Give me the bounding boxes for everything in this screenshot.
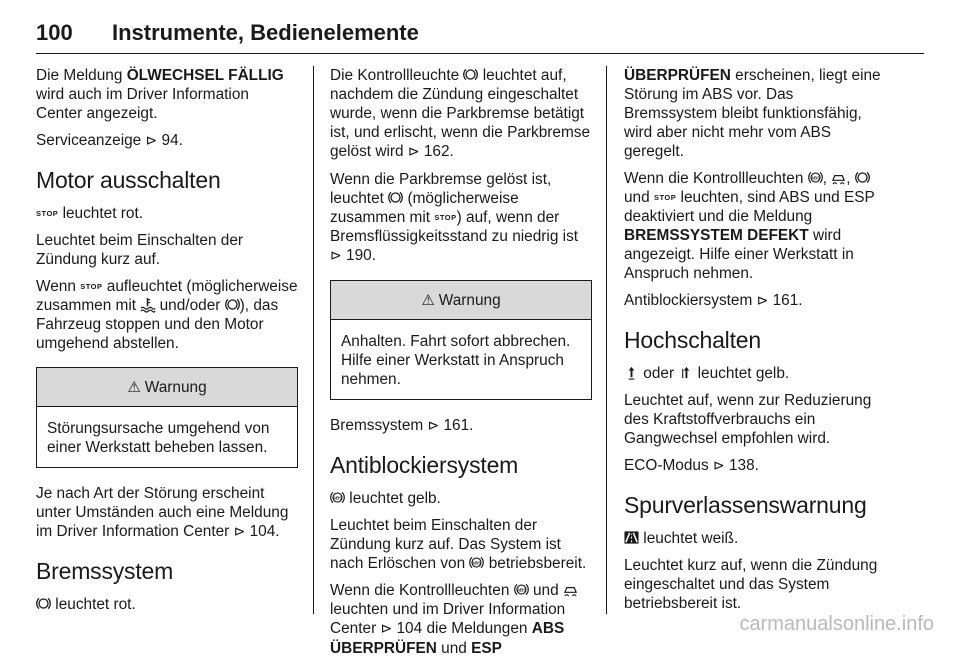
warning-box xyxy=(36,367,298,468)
warning-icon: ⚠ xyxy=(421,291,435,309)
warning-box xyxy=(330,280,592,400)
paragraph: ABS leuchtet gelb. xyxy=(330,489,592,508)
paragraph: Antiblockiersystem ⊳ 161. xyxy=(624,292,803,309)
paragraph: Wenn STOP aufleuchtet (möglicherweise zusammen mit und/oder ), das Fahrzeug stoppen und den Motor umgehend abstellen. xyxy=(36,278,298,352)
paragraph: Die Kontrollleuchte leuchtet auf, nachdem die Zündung eingeschaltet wurde, wenn die Parkbremse betätigt ist, und erlischt, wenn die Parkbremse gelöst wird ⊳ 162. xyxy=(330,67,591,160)
page-reference-arrow-icon: ⊳ xyxy=(712,458,725,474)
lane-departure-icon xyxy=(624,530,639,545)
coolant-temperature-icon xyxy=(140,297,155,312)
stop-icon: STOP xyxy=(80,282,103,291)
abs-icon xyxy=(330,490,345,505)
page-reference-link[interactable]: 104. xyxy=(249,523,280,540)
abs-icon xyxy=(808,170,823,185)
brake-system-icon xyxy=(388,190,403,205)
brake-system-icon xyxy=(855,170,870,185)
watermark: carmanualsonline.info xyxy=(739,613,934,635)
paragraph: Die Meldung ÖLWECHSEL FÄLLIG wird auch im Driver Information Center angezeigt. xyxy=(36,67,284,122)
column-divider xyxy=(606,66,607,614)
paragraph: Wenn die Kontrollleuchten ABS und leuchten und im Driver Information Center ⊳ 104 die Meldungen ABS ÜBERPRÜFEN und ESP xyxy=(330,581,592,658)
stop-icon: STOP xyxy=(434,213,457,222)
paragraph: leuchtet rot. xyxy=(36,595,298,614)
upshift-double-arrow-icon xyxy=(678,365,693,380)
paragraph: oder leuchtet gelb. xyxy=(624,364,888,383)
paragraph: Wenn die Parkbremse gelöst ist, leuchtet (möglicherweise zusammen mit STOP) auf, wenn der Bremsflüssigkeitsstand zu niedrig ist ⊳ 190. xyxy=(330,171,579,264)
paragraph: Je nach Art der Störung erscheint unter Umständen auch eine Meldung im Driver Information Center ⊳ 104. xyxy=(36,485,289,540)
paragraph: ECO-Modus ⊳ 138. xyxy=(624,457,759,474)
paragraph: Serviceanzeige ⊳ 94. xyxy=(36,132,183,149)
page-reference-link[interactable]: 161. xyxy=(772,292,803,309)
brake-system-icon xyxy=(463,67,478,82)
page-reference-link[interactable]: 94. xyxy=(161,132,183,149)
paragraph: Wenn die Kontrollleuchten ABS , , und STOP leuchten, sind ABS und ESP deaktiviert und die Meldung BREMSSYSTEM DEFEKT wird angezeigt. Hilfe einer Werkstatt in Anspruch nehmen. xyxy=(624,170,875,282)
message-text: ESP xyxy=(471,640,502,657)
page-reference-link[interactable]: 104 xyxy=(396,620,423,637)
esp-skidding-car-icon xyxy=(831,170,846,185)
svg-text:ABS: ABS xyxy=(516,587,526,593)
warning-text: Anhalten. Fahrt sofort abbrechen. Hilfe einer Werkstatt in Anspruch nehmen. xyxy=(341,333,571,388)
svg-text:ABS: ABS xyxy=(332,495,343,501)
message-text: ABS ÜBERPRÜFEN xyxy=(330,620,565,657)
section-heading-abs: Antiblockiersystem xyxy=(330,452,519,478)
page-reference-link[interactable]: 162. xyxy=(423,143,454,160)
page-header xyxy=(36,14,924,54)
page-reference-arrow-icon: ⊳ xyxy=(407,144,420,160)
abs-icon xyxy=(469,555,484,570)
page-reference-arrow-icon: ⊳ xyxy=(427,418,440,434)
page-reference-arrow-icon: ⊳ xyxy=(233,524,246,540)
page-reference-arrow-icon: ⊳ xyxy=(380,621,393,637)
svg-text:ABS: ABS xyxy=(810,175,820,181)
chapter-title: Instrumente, Bedienelemente xyxy=(112,20,419,45)
page-reference-arrow-icon: ⊳ xyxy=(330,248,342,264)
message-text: ÖLWECHSEL FÄLLIG xyxy=(126,67,284,84)
abs-icon xyxy=(514,582,529,597)
page-reference-link[interactable]: 138. xyxy=(728,457,759,474)
column-divider xyxy=(313,66,314,614)
section-heading-spurverlassenswarnung: Spurverlassenswarnung xyxy=(624,492,867,518)
paragraph: Leuchtet auf, wenn zur Reduzierung des Kraftstoffverbrauchs ein Gangwechsel empfohlen wird. xyxy=(624,392,872,447)
column-1 xyxy=(36,66,298,622)
message-text: ÜBERPRÜFEN xyxy=(624,67,731,84)
page-number: 100 xyxy=(36,20,73,45)
warning-icon: ⚠ xyxy=(127,378,141,396)
stop-icon: STOP xyxy=(36,209,59,218)
warning-header: ⚠ Warnung xyxy=(331,281,591,320)
page-reference-arrow-icon: ⊳ xyxy=(145,133,158,149)
page-reference-link[interactable]: 190. xyxy=(346,247,376,264)
paragraph: Leuchtet kurz auf, wenn die Zündung eingeschaltet und das System betriebsbereit ist. xyxy=(624,557,878,612)
section-heading-motor: Motor ausschalten xyxy=(36,167,221,193)
paragraph: Leuchtet beim Einschalten der Zündung kurz auf. Das System ist nach Erlöschen von ABS betriebsbereit. xyxy=(330,517,587,572)
paragraph: STOP leuchtet rot. xyxy=(36,205,143,222)
warning-header: ⚠ Warnung xyxy=(37,368,297,407)
stop-icon: STOP xyxy=(653,193,677,202)
esp-skidding-car-icon xyxy=(563,582,578,597)
paragraph: ÜBERPRÜFEN erscheinen, liegt eine Störung im ABS vor. Das Bremssystem bleibt funktionsfähig, wird aber nicht mehr vom ABS geregelt. xyxy=(624,67,881,160)
brake-system-icon xyxy=(36,596,51,611)
message-text: BREMSSYSTEM DEFEKT xyxy=(624,227,809,244)
column-3 xyxy=(624,66,888,621)
paragraph: Bremssystem ⊳ 161. xyxy=(330,417,474,434)
column-2 xyxy=(330,66,592,666)
svg-text:ABS: ABS xyxy=(472,560,482,566)
warning-text: Störungsursache umgehend von einer Werkstatt beheben lassen. xyxy=(47,420,270,456)
page-reference-link[interactable]: 161. xyxy=(443,417,474,434)
paragraph: Leuchtet beim Einschalten der Zündung kurz auf. xyxy=(36,232,244,268)
page-reference-arrow-icon: ⊳ xyxy=(756,293,769,309)
section-heading-hochschalten: Hochschalten xyxy=(624,327,761,353)
upshift-arrow-icon xyxy=(624,365,639,380)
paragraph: leuchtet weiß. xyxy=(624,529,888,548)
brake-system-icon xyxy=(225,297,240,312)
section-heading-bremssystem: Bremssystem xyxy=(36,558,174,584)
